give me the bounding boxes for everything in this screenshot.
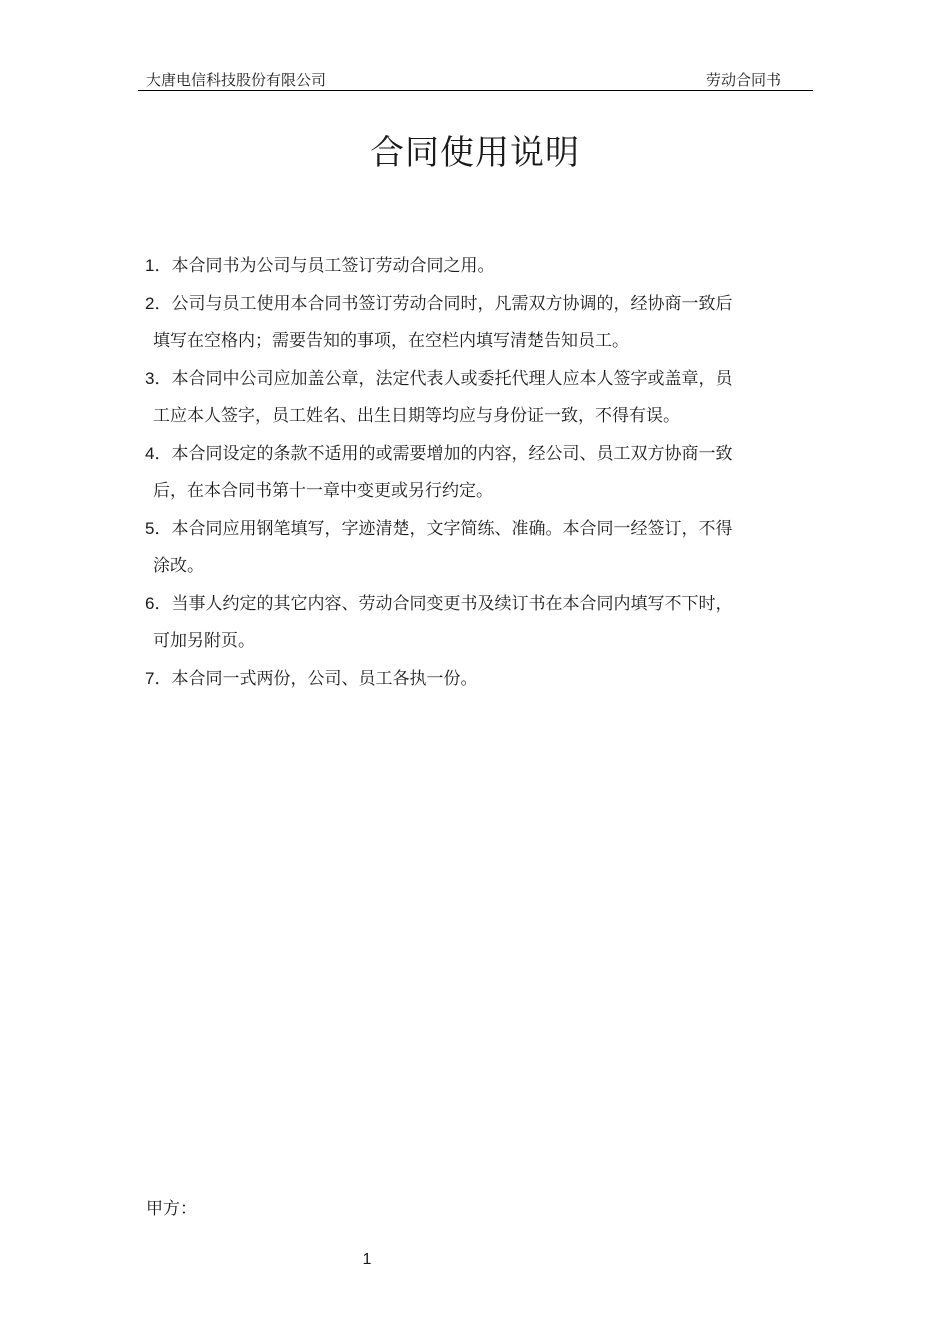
page-header: [138, 70, 813, 91]
header-doc-name: 劳动合同书: [705, 71, 781, 89]
list-item: [145, 510, 809, 585]
item-text: 本合同中公司应加盖公章，法定代表人或委托代理人应本人签字或盖章，员: [171, 369, 733, 389]
item-number: 6．: [145, 594, 172, 613]
page-title: 合同使用说明: [370, 133, 580, 173]
item-text: 本合同一式两份，公司、员工各执一份。: [171, 669, 478, 689]
list-item: [145, 360, 809, 435]
item-text-continuation: 涂改。: [153, 556, 204, 576]
item-number: 1．: [145, 256, 172, 275]
item-number: 7．: [145, 669, 172, 688]
party-a-label: 甲方：: [146, 1199, 197, 1219]
item-text-continuation: 可加另附页。: [153, 631, 255, 651]
list-item: [145, 660, 809, 698]
item-text-continuation: 后，在本合同书第十一章中变更或另行约定。: [153, 481, 493, 501]
list-item: [145, 435, 809, 510]
item-number: 3．: [145, 369, 172, 388]
item-text: 本合同设定的条款不适用的或需要增加的内容，经公司、员工双方协商一致: [171, 444, 733, 464]
item-text-continuation: 工应本人签字，员工姓名、出生日期等均应与身份证一致，不得有误。: [153, 406, 680, 426]
item-text-continuation: 填写在空格内；需要告知的事项，在空栏内填写清楚告知员工。: [153, 331, 629, 351]
list-item: [145, 247, 809, 285]
list-item: [145, 285, 809, 360]
item-number: 2．: [145, 294, 172, 313]
item-number: 4．: [145, 444, 172, 463]
item-text: 公司与员工使用本合同书签订劳动合同时，凡需双方协调的，经协商一致后: [171, 294, 733, 314]
instruction-list: [145, 247, 809, 698]
list-item: [145, 585, 809, 660]
item-text: 本合同书为公司与员工签订劳动合同之用。: [171, 256, 495, 276]
header-company: 大唐电信科技股份有限公司: [146, 71, 327, 89]
page-number: 1: [362, 1251, 372, 1268]
item-number: 5．: [145, 519, 172, 538]
item-text: 当事人约定的其它内容、劳动合同变更书及续订书在本合同内填写不下时，: [171, 594, 733, 614]
item-text: 本合同应用钢笔填写，字迹清楚，文字简练、准确。本合同一经签订，不得: [171, 519, 733, 539]
